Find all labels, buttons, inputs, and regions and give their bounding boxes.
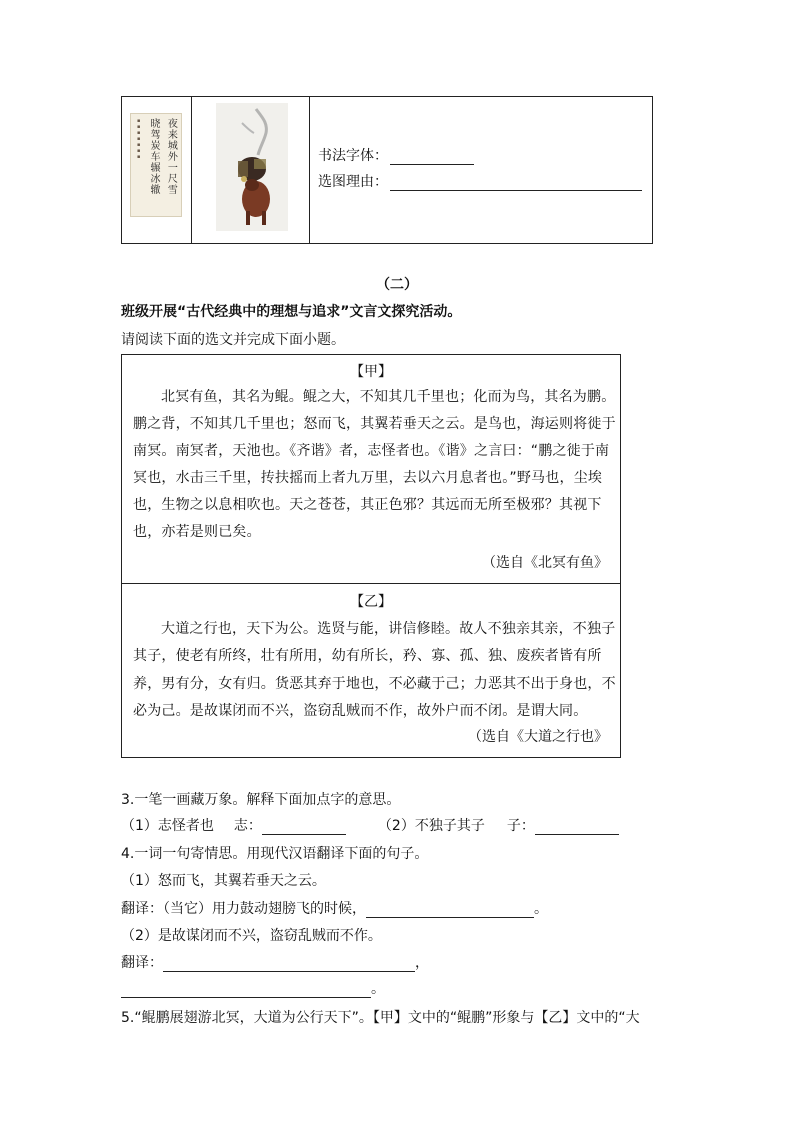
q4-trans2-blank-2[interactable] [121,981,371,998]
question-3-text: 3.一笔一画藏万象。解释下面加点字的意思。 [121,792,401,808]
q4-trans2-comma: ， [415,955,429,971]
passage-yi-heading: 【乙】 [350,594,392,610]
question-5-stem [121,1007,640,1027]
instruction-line: 请阅读下面的选文并完成下面小题。 [121,332,345,348]
passage-jia-line: 北冥有鱼，其名为鲲。鲲之大，不知其几千里也；化而为鸟，其名为鹏。 [161,389,616,405]
q4-translation-1 [121,898,548,918]
font-answer-line [318,145,474,165]
q4-item2-text: （2）是故谋闭而不兴，盗窃乱贼而不作。 [121,928,382,944]
q3-item2-label: 子： [506,818,535,834]
q4-translation-2 [121,952,429,972]
q3-item1-label: 志： [233,818,262,834]
passage-yi-line: 其子，使老有所终，壮有所用，幼有所长，矜、寡、孤、独、废疾者皆有所 [133,648,602,664]
font-label: 书法字体： [318,148,388,164]
passage-yi-line: 大道之行也，天下为公。选贤与能，讲信修睦。故人不独亲其亲，不独子 [161,621,616,637]
q3-item2-blank[interactable] [535,818,619,835]
passage-jia-line: 鹏之背，不知其几千里也；怒而飞，其翼若垂天之云。是鸟也，海运则将徙于 [133,416,616,432]
answer-form-cell [310,97,652,243]
q4-trans2-prefix: 翻译： [121,955,163,971]
ox-cart-painting-icon [216,103,288,231]
question-3-items [121,815,619,835]
passage-box [121,354,621,758]
calligraphy-signature-icon: ▪▪▪▪▪▪▪ [135,118,142,160]
q4-trans2-end: 。 [371,981,385,997]
q4-item1-text: （1）怒而飞，其翼若垂天之云。 [121,873,326,889]
q3-item2: （2）不独子其子 [377,818,485,834]
calligraphy-image [130,113,182,217]
q3-item1: （1）志怪者也 [121,818,214,834]
passage-divider [122,583,620,584]
q4-trans1-end: 。 [534,901,548,917]
reason-label: 选图理由： [318,174,388,190]
question-4-text: 4.一词一句寄情思。用现代汉语翻译下面的句子。 [121,846,429,862]
question-4-stem [121,843,428,863]
q4-trans1-prefix: 翻译：（当它）用力鼓动翅膀飞的时候， [121,901,366,917]
calligraphy-column-2: 晓驾炭车辗冰辙 [147,118,159,195]
q4-item2 [121,925,382,945]
question-5-text: 5.“鲲鹏展翅游北冥，大道为公行天下”。【甲】文中的“鲲鹏”形象与【乙】文中的“大 [121,1010,640,1026]
passage-yi-source: （选自《大道之行也》 [468,729,608,745]
section-title: （二） [376,277,418,293]
reason-answer-line [318,171,642,191]
passage-jia-line: 也，亦若是则已矣。 [133,524,261,540]
passage-jia-heading: 【甲】 [350,364,392,380]
passage-yi-line: 必为己。是故谋闭而不兴，盗窃乱贼而不作，故外户而不闭。是谓大同。 [133,703,588,719]
font-answer-blank[interactable] [390,148,474,165]
q4-trans2-blank-1[interactable] [163,955,415,972]
calligraphy-task-table [121,96,653,244]
q4-translation-2-cont [121,978,385,998]
activity-line: 班级开展“古代经典中的理想与追求”文言文探究活动。 [121,304,462,320]
q4-item1 [121,870,326,890]
passage-jia-line: 南冥。南冥者，天池也。《齐谐》者，志怪者也。《谐》之言曰：“鹏之徙于南 [133,443,610,459]
q4-trans1-blank[interactable] [366,901,534,918]
q3-item1-blank[interactable] [262,818,346,835]
calligraphy-cell [122,97,192,243]
passage-yi-line: 养，男有分，女有归。货恶其弃于地也，不必藏于己；力恶其不出于身也，不 [133,676,616,692]
question-3-stem [121,789,400,809]
passage-jia-line: 冥也，水击三千里，抟扶摇而上者九万里，去以六月息者也。”野马也，尘埃 [133,470,603,486]
passage-jia-source: （选自《北冥有鱼》 [482,555,608,571]
passage-jia-line: 也，生物之以息相吹也。天之苍苍，其正色邪？其远而无所至极邪？其视下 [133,497,602,513]
calligraphy-column-1: 夜来城外一尺雪 [165,118,177,195]
reason-answer-blank[interactable] [390,174,642,191]
painting-cell [192,97,310,243]
